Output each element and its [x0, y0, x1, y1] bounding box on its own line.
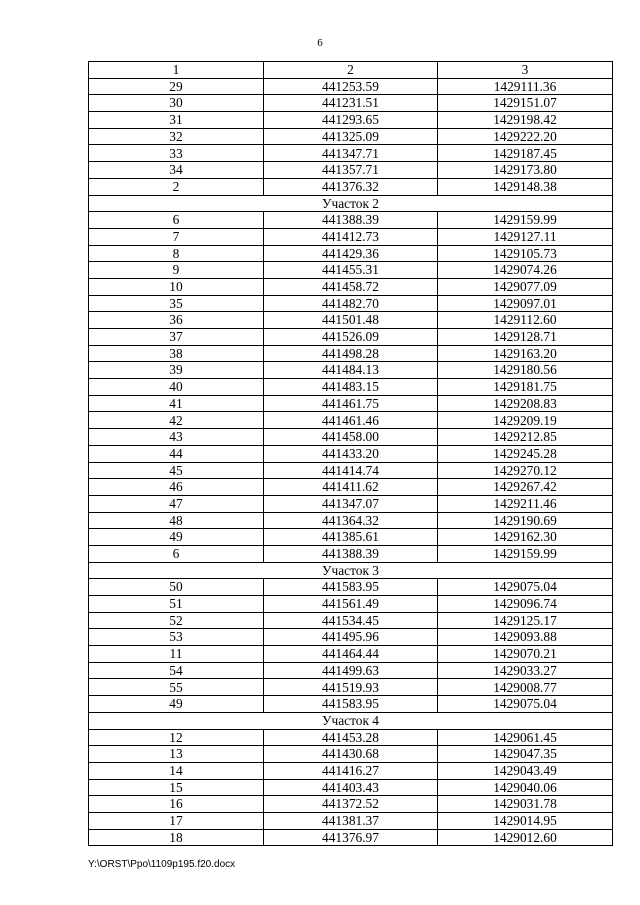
cell-point-number: 49	[89, 529, 264, 546]
cell-x-coordinate: 441388.39	[264, 545, 438, 562]
cell-point-number: 29	[89, 78, 264, 95]
cell-x-coordinate: 441403.43	[264, 779, 438, 796]
cell-point-number: 45	[89, 462, 264, 479]
table-body	[89, 62, 613, 846]
cell-y-coordinate: 1429031.78	[438, 796, 613, 813]
cell-y-coordinate: 1429222.20	[438, 128, 613, 145]
cell-point-number: 6	[89, 212, 264, 229]
cell-x-coordinate: 441231.51	[264, 95, 438, 112]
cell-x-coordinate: 441347.07	[264, 495, 438, 512]
section-label: Участок 2	[89, 195, 613, 212]
table-row	[89, 495, 613, 512]
table-row	[89, 662, 613, 679]
cell-y-coordinate: 1429105.73	[438, 245, 613, 262]
cell-point-number: 44	[89, 445, 264, 462]
table-row	[89, 78, 613, 95]
cell-y-coordinate: 1429043.49	[438, 762, 613, 779]
table-row	[89, 629, 613, 646]
table-row	[89, 345, 613, 362]
cell-point-number: 6	[89, 545, 264, 562]
table-row	[89, 128, 613, 145]
cell-x-coordinate: 441534.45	[264, 612, 438, 629]
section-label: Участок 4	[89, 712, 613, 729]
cell-y-coordinate: 1429159.99	[438, 212, 613, 229]
cell-point-number: 30	[89, 95, 264, 112]
cell-y-coordinate: 1429112.60	[438, 312, 613, 329]
table-row	[89, 796, 613, 813]
table-row	[89, 696, 613, 713]
cell-x-coordinate: 441381.37	[264, 812, 438, 829]
cell-y-coordinate: 1429077.09	[438, 278, 613, 295]
table-row	[89, 679, 613, 696]
cell-y-coordinate: 1429187.45	[438, 145, 613, 162]
cell-point-number: 11	[89, 646, 264, 663]
cell-point-number: 39	[89, 362, 264, 379]
cell-y-coordinate: 1429159.99	[438, 545, 613, 562]
cell-x-coordinate: 441293.65	[264, 112, 438, 129]
cell-x-coordinate: 441455.31	[264, 262, 438, 279]
cell-point-number: 50	[89, 579, 264, 596]
cell-x-coordinate: 441483.15	[264, 379, 438, 396]
table-row	[89, 295, 613, 312]
table-row	[89, 112, 613, 129]
cell-point-number: 41	[89, 395, 264, 412]
cell-point-number: 36	[89, 312, 264, 329]
cell-x-coordinate: 441498.28	[264, 345, 438, 362]
table-header-row	[89, 62, 613, 79]
table-row	[89, 362, 613, 379]
cell-x-coordinate: 441464.44	[264, 646, 438, 663]
cell-x-coordinate: 441411.62	[264, 479, 438, 496]
page-number: 6	[317, 37, 323, 49]
cell-y-coordinate: 1429190.69	[438, 512, 613, 529]
cell-y-coordinate: 1429162.30	[438, 529, 613, 546]
cell-point-number: 37	[89, 329, 264, 346]
cell-y-coordinate: 1429208.83	[438, 395, 613, 412]
cell-x-coordinate: 441429.36	[264, 245, 438, 262]
cell-point-number: 48	[89, 512, 264, 529]
cell-point-number: 8	[89, 245, 264, 262]
cell-point-number: 10	[89, 278, 264, 295]
cell-point-number: 32	[89, 128, 264, 145]
footer-file-path: Y:\ORST\Ppo\1109p195.f20.docx	[88, 859, 236, 870]
cell-point-number: 31	[89, 112, 264, 129]
cell-y-coordinate: 1429070.21	[438, 646, 613, 663]
table-row	[89, 646, 613, 663]
cell-x-coordinate: 441561.49	[264, 596, 438, 613]
table-row	[89, 228, 613, 245]
table-row	[89, 262, 613, 279]
column-header-x: 2	[264, 62, 438, 79]
cell-y-coordinate: 1429014.95	[438, 812, 613, 829]
table-row	[89, 212, 613, 229]
section-label: Участок 3	[89, 562, 613, 579]
cell-point-number: 46	[89, 479, 264, 496]
cell-point-number: 52	[89, 612, 264, 629]
cell-point-number: 17	[89, 812, 264, 829]
table-row	[89, 479, 613, 496]
cell-x-coordinate: 441453.28	[264, 729, 438, 746]
table-row	[89, 579, 613, 596]
cell-point-number: 9	[89, 262, 264, 279]
cell-point-number: 14	[89, 762, 264, 779]
cell-point-number: 43	[89, 429, 264, 446]
cell-x-coordinate: 441499.63	[264, 662, 438, 679]
cell-x-coordinate: 441461.46	[264, 412, 438, 429]
cell-y-coordinate: 1429163.20	[438, 345, 613, 362]
table-row	[89, 746, 613, 763]
cell-y-coordinate: 1429097.01	[438, 295, 613, 312]
cell-point-number: 38	[89, 345, 264, 362]
cell-y-coordinate: 1429008.77	[438, 679, 613, 696]
cell-x-coordinate: 441376.97	[264, 829, 438, 846]
table-row	[89, 412, 613, 429]
cell-y-coordinate: 1429040.06	[438, 779, 613, 796]
cell-y-coordinate: 1429267.42	[438, 479, 613, 496]
table-row	[89, 762, 613, 779]
table-row	[89, 445, 613, 462]
cell-x-coordinate: 441583.95	[264, 579, 438, 596]
table-row	[89, 162, 613, 179]
table-row	[89, 529, 613, 546]
cell-y-coordinate: 1429075.04	[438, 579, 613, 596]
table-row	[89, 729, 613, 746]
cell-x-coordinate: 441253.59	[264, 78, 438, 95]
table-row	[89, 462, 613, 479]
table-row	[89, 612, 613, 629]
cell-point-number: 40	[89, 379, 264, 396]
cell-y-coordinate: 1429270.12	[438, 462, 613, 479]
table-row	[89, 379, 613, 396]
cell-point-number: 55	[89, 679, 264, 696]
cell-y-coordinate: 1429211.46	[438, 495, 613, 512]
cell-point-number: 18	[89, 829, 264, 846]
cell-point-number: 16	[89, 796, 264, 813]
cell-y-coordinate: 1429111.36	[438, 78, 613, 95]
cell-y-coordinate: 1429180.56	[438, 362, 613, 379]
coordinates-table	[88, 61, 613, 846]
table-row	[89, 779, 613, 796]
cell-y-coordinate: 1429074.26	[438, 262, 613, 279]
cell-y-coordinate: 1429173.80	[438, 162, 613, 179]
cell-x-coordinate: 441347.71	[264, 145, 438, 162]
table-row	[89, 429, 613, 446]
cell-point-number: 54	[89, 662, 264, 679]
table-row	[89, 812, 613, 829]
table-row	[89, 545, 613, 562]
cell-x-coordinate: 441372.52	[264, 796, 438, 813]
cell-x-coordinate: 441364.32	[264, 512, 438, 529]
cell-y-coordinate: 1429125.17	[438, 612, 613, 629]
cell-point-number: 15	[89, 779, 264, 796]
cell-point-number: 33	[89, 145, 264, 162]
cell-point-number: 42	[89, 412, 264, 429]
section-header-row	[89, 562, 613, 579]
table-row	[89, 312, 613, 329]
cell-y-coordinate: 1429198.42	[438, 112, 613, 129]
cell-x-coordinate: 441433.20	[264, 445, 438, 462]
cell-x-coordinate: 441412.73	[264, 228, 438, 245]
cell-y-coordinate: 1429096.74	[438, 596, 613, 613]
cell-x-coordinate: 441458.00	[264, 429, 438, 446]
table-row	[89, 395, 613, 412]
cell-x-coordinate: 441519.93	[264, 679, 438, 696]
cell-point-number: 7	[89, 228, 264, 245]
cell-x-coordinate: 441484.13	[264, 362, 438, 379]
table-row	[89, 178, 613, 195]
cell-y-coordinate: 1429128.71	[438, 329, 613, 346]
cell-point-number: 34	[89, 162, 264, 179]
cell-x-coordinate: 441416.27	[264, 762, 438, 779]
cell-y-coordinate: 1429127.11	[438, 228, 613, 245]
table-row	[89, 145, 613, 162]
cell-point-number: 13	[89, 746, 264, 763]
cell-x-coordinate: 441357.71	[264, 162, 438, 179]
cell-x-coordinate: 441458.72	[264, 278, 438, 295]
cell-point-number: 12	[89, 729, 264, 746]
section-header-row	[89, 712, 613, 729]
cell-x-coordinate: 441430.68	[264, 746, 438, 763]
cell-y-coordinate: 1429075.04	[438, 696, 613, 713]
cell-x-coordinate: 441495.96	[264, 629, 438, 646]
cell-x-coordinate: 441583.95	[264, 696, 438, 713]
cell-y-coordinate: 1429093.88	[438, 629, 613, 646]
cell-x-coordinate: 441414.74	[264, 462, 438, 479]
table-row	[89, 95, 613, 112]
cell-x-coordinate: 441376.32	[264, 178, 438, 195]
table-row	[89, 245, 613, 262]
cell-x-coordinate: 441388.39	[264, 212, 438, 229]
cell-point-number: 47	[89, 495, 264, 512]
cell-x-coordinate: 441501.48	[264, 312, 438, 329]
cell-y-coordinate: 1429209.19	[438, 412, 613, 429]
cell-point-number: 35	[89, 295, 264, 312]
cell-y-coordinate: 1429151.07	[438, 95, 613, 112]
section-header-row	[89, 195, 613, 212]
table-row	[89, 278, 613, 295]
table-row	[89, 512, 613, 529]
cell-y-coordinate: 1429148.38	[438, 178, 613, 195]
cell-point-number: 53	[89, 629, 264, 646]
cell-point-number: 51	[89, 596, 264, 613]
cell-y-coordinate: 1429245.28	[438, 445, 613, 462]
table-row	[89, 596, 613, 613]
cell-x-coordinate: 441461.75	[264, 395, 438, 412]
cell-point-number: 2	[89, 178, 264, 195]
cell-y-coordinate: 1429033.27	[438, 662, 613, 679]
cell-x-coordinate: 441482.70	[264, 295, 438, 312]
cell-point-number: 49	[89, 696, 264, 713]
table-row	[89, 329, 613, 346]
cell-y-coordinate: 1429047.35	[438, 746, 613, 763]
cell-x-coordinate: 441385.61	[264, 529, 438, 546]
cell-x-coordinate: 441325.09	[264, 128, 438, 145]
cell-y-coordinate: 1429061.45	[438, 729, 613, 746]
column-header-y: 3	[438, 62, 613, 79]
column-header-point: 1	[89, 62, 264, 79]
cell-y-coordinate: 1429212.85	[438, 429, 613, 446]
cell-y-coordinate: 1429012.60	[438, 829, 613, 846]
cell-x-coordinate: 441526.09	[264, 329, 438, 346]
cell-y-coordinate: 1429181.75	[438, 379, 613, 396]
table-row	[89, 829, 613, 846]
